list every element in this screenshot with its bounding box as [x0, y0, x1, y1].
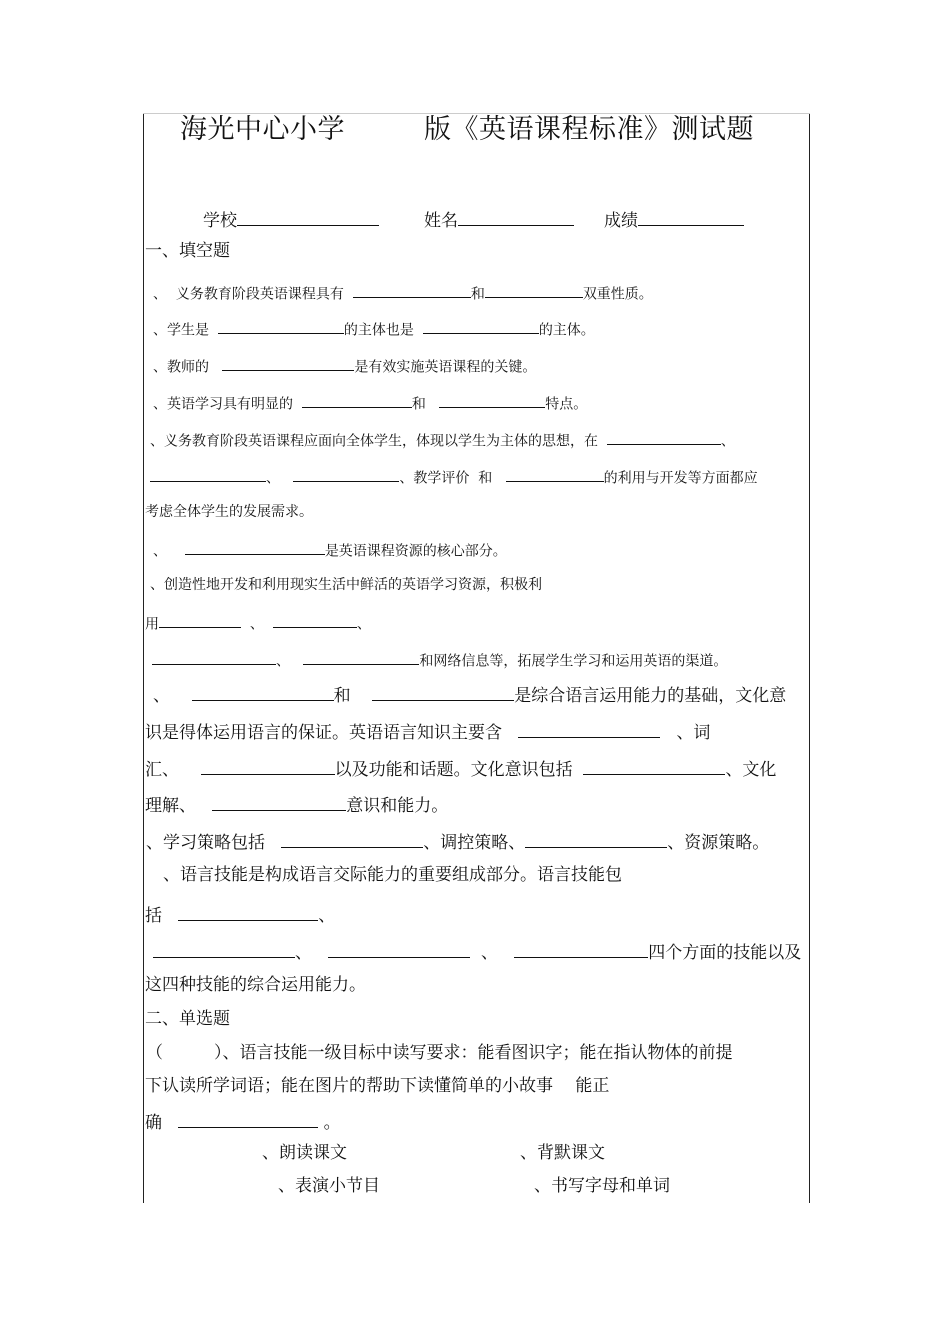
q8-text-2: 识是得体运用语言的保证。英语语言知识主要含 [145, 723, 502, 744]
s2q1-line3 [145, 1111, 341, 1132]
q5-text-1: 、义务教育阶段英语课程应面向全体学生，体现以学生为主体的思想，在 [150, 433, 598, 450]
q8-blank-3[interactable] [518, 721, 660, 738]
q7-line1: 、创造性地开发和利用现实生活中鲜活的英语学习资源，积极利 [150, 577, 542, 593]
q8-text-8: 意识和能力。 [346, 796, 449, 817]
q7-blank-3[interactable] [152, 651, 276, 665]
q4 [153, 394, 587, 411]
q8-and: 和 [333, 686, 351, 707]
q5-line2 [150, 468, 758, 485]
header-row [203, 209, 379, 230]
s2q1-line2: 下认读所学词语；能在图片的帮助下读懂简单的小故事 能正 [145, 1076, 610, 1096]
s2q1-end: 。 [323, 1113, 341, 1134]
school-label: 学校 [203, 211, 237, 232]
q8-blank-4[interactable] [201, 758, 335, 775]
q9-blank-2[interactable] [525, 831, 667, 848]
school-field[interactable] [237, 209, 379, 226]
q10-sep-3: 、 [481, 943, 499, 964]
s2q1-line1 [146, 1045, 733, 1062]
q5-sep-2: 、 [266, 470, 280, 487]
q8-text-1: 是综合语言运用能力的基础，文化意 [514, 686, 787, 707]
q1 [153, 284, 653, 301]
q3-text-a: 、教师的 [153, 359, 209, 376]
q2-text-b: 的主体也是 [343, 322, 414, 339]
name-label: 姓名 [424, 211, 458, 232]
q7-line2 [145, 614, 371, 631]
title-school: 海光中心小学 [180, 114, 345, 145]
q5-blank-1[interactable] [607, 431, 721, 445]
q8-line3 [145, 758, 776, 779]
q5-blank-4[interactable] [506, 468, 604, 482]
q6 [153, 541, 507, 558]
q8-blank-1[interactable] [192, 684, 334, 701]
q6-blank[interactable] [185, 541, 325, 555]
q8-text-5: 以及功能和话题。文化意识包括 [334, 760, 573, 781]
s2q1-text-1: 、语言技能一级目标中读写要求：能看图识字；能在指认物体的前提 [222, 1043, 733, 1063]
q8-text-6: 、文化 [725, 760, 777, 781]
q8-text-3: 、词 [676, 723, 711, 744]
q8-blank-5[interactable] [583, 758, 725, 775]
q10-sep-1: 、 [318, 906, 336, 927]
q1-prefix: 、 [153, 286, 167, 303]
q5-text-2: 、教学评价 [399, 470, 470, 487]
q8-text-4: 汇、 [145, 760, 179, 781]
q7-sep-2: 、 [356, 616, 371, 633]
q1-blank-2[interactable] [485, 284, 583, 298]
q5-sep-1: 、 [720, 433, 735, 450]
q10-blank-2[interactable] [153, 941, 295, 958]
q3-text-b: 是有效实施英语课程的关键。 [354, 359, 537, 376]
q9-text-b: 、调控策略、 [423, 833, 526, 854]
q4-text-a: 、英语学习具有明显的 [153, 396, 293, 413]
s2q1-blank[interactable] [178, 1111, 318, 1128]
q9-blank-1[interactable] [281, 831, 423, 848]
q5-line3: 考虑全体学生的发展需求。 [145, 504, 313, 520]
q10-blank-1[interactable] [178, 904, 318, 921]
q5-blank-2[interactable] [150, 468, 266, 482]
q2 [153, 320, 595, 337]
header-name [424, 209, 574, 230]
q5-blank-3[interactable] [293, 468, 399, 482]
q8-blank-6[interactable] [212, 794, 346, 811]
q8-line2 [145, 721, 710, 742]
left-border [143, 113, 144, 1203]
option-a[interactable]: 、朗读课文 [262, 1143, 347, 1163]
q7-text-use: 用 [145, 616, 159, 633]
q10-blank-4[interactable] [514, 941, 648, 958]
q9 [146, 831, 769, 852]
q8-blank-2[interactable] [372, 684, 514, 701]
q4-blank-2[interactable] [439, 394, 545, 408]
q3 [153, 357, 536, 374]
q1-blank-1[interactable] [353, 284, 471, 298]
q10-text-2: 括 [145, 906, 162, 927]
q10-blank-3[interactable] [328, 941, 470, 958]
q3-blank[interactable] [222, 357, 354, 371]
title-edition: 版《英语课程标准》测试题 [424, 114, 754, 145]
q10-line4: 这四种技能的综合运用能力。 [145, 975, 366, 995]
s2q1-answer-paren[interactable]: （ ） [146, 1043, 223, 1063]
q5-and: 和 [478, 470, 493, 487]
q7-sep-3: 、 [276, 653, 290, 670]
q10-line1: 、语言技能是构成语言交际能力的重要组成部分。语言技能包 [163, 865, 622, 885]
q9-text-a: 、学习策略包括 [146, 833, 265, 854]
q1-end: 双重性质。 [582, 286, 653, 303]
q4-and: 和 [411, 396, 426, 413]
q9-text-c: 、资源策略。 [667, 833, 770, 854]
s2q1-text-3: 确 [145, 1113, 162, 1134]
q1-text: 义务教育阶段英语课程具有 [175, 286, 344, 303]
q6-text: 是英语课程资源的核心部分。 [324, 543, 507, 560]
q7-blank-4[interactable] [303, 651, 419, 665]
q10-text-3: 四个方面的技能以及 [648, 943, 802, 964]
q8-prefix: 、 [153, 686, 170, 707]
q2-blank-2[interactable] [423, 320, 539, 334]
q7-text-end: 和网络信息等，拓展学生学习和运用英语的渠道。 [419, 653, 728, 670]
section1-heading: 一、填空题 [145, 241, 230, 261]
score-label: 成绩 [604, 211, 638, 232]
option-c[interactable]: 、表演小节目 [278, 1176, 380, 1196]
q8-line1 [153, 684, 786, 705]
q4-blank-1[interactable] [302, 394, 412, 408]
q1-and: 和 [470, 286, 485, 303]
q7-line3 [152, 651, 727, 668]
option-d[interactable]: 、书写字母和单词 [534, 1176, 670, 1196]
q8-text-7: 理解、 [145, 796, 196, 817]
q2-text-a: 、学生是 [153, 322, 209, 339]
score-field[interactable] [638, 209, 744, 226]
q5-line1 [150, 431, 735, 448]
section2-heading: 二、单选题 [145, 1009, 230, 1029]
option-b[interactable]: 、背默课文 [520, 1143, 605, 1163]
q7-blank-2[interactable] [273, 614, 357, 628]
q7-blank-1[interactable] [159, 614, 241, 628]
header-score [604, 209, 744, 230]
right-border [809, 113, 810, 1203]
q10-sep-2: 、 [295, 943, 312, 964]
q2-text-c: 的主体。 [538, 322, 595, 339]
q10-line3 [153, 941, 801, 962]
q8-line4 [145, 794, 448, 815]
q6-prefix: 、 [153, 543, 167, 560]
q4-text-c: 特点。 [545, 396, 588, 413]
name-field[interactable] [458, 209, 574, 226]
q2-blank-1[interactable] [218, 320, 344, 334]
q7-sep-1: 、 [249, 616, 264, 633]
q5-text-3: 的利用与开发等方面都应 [603, 470, 758, 487]
q10-line2 [145, 904, 335, 925]
